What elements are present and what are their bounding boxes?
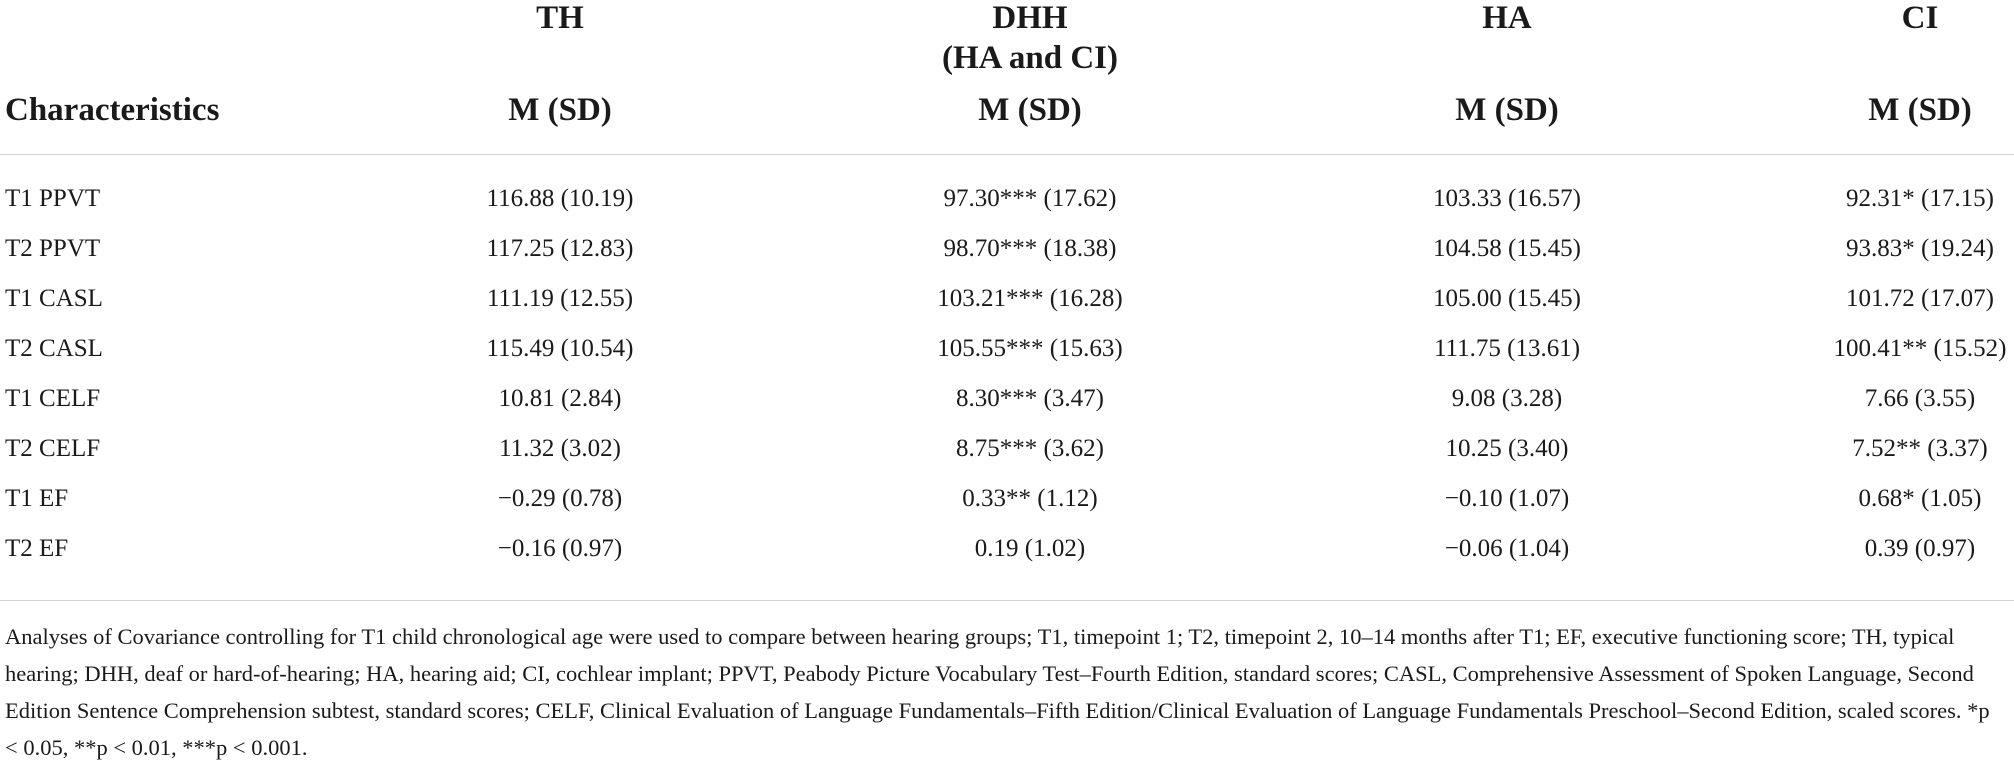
- col-header-th-label: TH: [536, 0, 584, 36]
- cell-ha: 10.25 (3.40): [1445, 435, 1569, 462]
- cell-dhh: 97.30*** (17.62): [943, 185, 1117, 212]
- cell-ci: 100.41** (15.52): [1833, 335, 2007, 362]
- table-footnote: Analyses of Covariance controlling for T1 child chronological age were used to compare between hearing groups; T1, timepoint 1; T2, timepoint 2, 10–14 months after T1; EF, executive functioning score; TH, typical hearing; DHH, deaf or hard-of-hearing; HA, hearing aid; CI, cochlear implant; PPVT, Peabody Picture Vocabulary Test–Fourth Edition, standard scores; CASL, Comprehensive Assessment of Spoken Language, Second Edition Sentence Comprehension subtest, standard scores; CELF, Clinical Evaluation of Language Fundamentals–Fifth Edition/Clinical Evaluation of Language Fundamentals Preschool–Second Edition, scaled scores. *p < 0.05, **p < 0.01, ***p < 0.001.: [5, 624, 1990, 760]
- table-row: [0, 224, 2014, 274]
- cell-ci: 0.68* (1.05): [1858, 485, 1982, 512]
- cell-ha: −0.10 (1.07): [1444, 485, 1570, 512]
- header-divider: [0, 154, 2014, 155]
- cell-dhh: 8.75*** (3.62): [956, 435, 1104, 462]
- cell-ha: 104.58 (15.45): [1433, 235, 1581, 262]
- table-row: [0, 474, 2014, 524]
- characteristics-header: Characteristics: [5, 92, 220, 128]
- col-header-ha-label: HA: [1482, 0, 1532, 36]
- col-header-dhh: [880, 0, 1180, 78]
- row-label: T1 CASL: [5, 285, 103, 312]
- row-label: T2 CASL: [5, 335, 103, 362]
- cell-th: 11.32 (3.02): [499, 435, 621, 462]
- stat-header-th: M (SD): [508, 92, 612, 128]
- col-header-dhh-sublabel: (HA and CI): [941, 40, 1119, 76]
- cell-dhh: 103.21*** (16.28): [937, 285, 1123, 312]
- cell-ha: 105.00 (15.45): [1433, 285, 1581, 312]
- col-header-th: [490, 0, 630, 38]
- cell-th: 115.49 (10.54): [486, 335, 634, 362]
- cell-ci: 7.66 (3.55): [1864, 385, 1976, 412]
- table-row: [0, 524, 2014, 574]
- stat-header-ha: M (SD): [1455, 92, 1559, 128]
- cell-th: 10.81 (2.84): [498, 385, 622, 412]
- cell-dhh: 0.19 (1.02): [974, 535, 1086, 562]
- table-bottom-divider: [0, 600, 2014, 601]
- stat-header-ci: M (SD): [1868, 92, 1972, 128]
- col-header-ci-label: CI: [1901, 0, 1939, 36]
- cell-ha: 103.33 (16.57): [1433, 185, 1581, 212]
- table-row: [0, 324, 2014, 374]
- col-header-ci: [1850, 0, 1990, 38]
- stat-header-dhh: M (SD): [978, 92, 1082, 128]
- cell-th: −0.16 (0.97): [497, 535, 623, 562]
- row-label: T1 CELF: [5, 385, 101, 412]
- cell-ci: 92.31* (17.15): [1846, 185, 1994, 212]
- cell-dhh: 0.33** (1.12): [962, 485, 1098, 512]
- cell-ha: 111.75 (13.61): [1433, 335, 1581, 362]
- cell-dhh: 105.55*** (15.63): [937, 335, 1123, 362]
- table-row: [0, 274, 2014, 324]
- cell-th: 116.88 (10.19): [486, 185, 634, 212]
- table-row: [0, 174, 2014, 224]
- row-label: T2 CELF: [5, 435, 101, 462]
- cell-dhh: 8.30*** (3.47): [956, 385, 1104, 412]
- row-label: T2 PPVT: [5, 235, 101, 262]
- row-label: T1 EF: [5, 485, 69, 512]
- cell-ci: 93.83* (19.24): [1846, 235, 1994, 262]
- row-label: T1 PPVT: [5, 185, 101, 212]
- col-header-ha: [1437, 0, 1577, 38]
- cell-ha: 9.08 (3.28): [1451, 385, 1563, 412]
- cell-ci: 0.39 (0.97): [1864, 535, 1976, 562]
- table-row: [0, 424, 2014, 474]
- cell-ci: 7.52** (3.37): [1852, 435, 1988, 462]
- cell-ha: −0.06 (1.04): [1444, 535, 1570, 562]
- cell-dhh: 98.70*** (18.38): [943, 235, 1117, 262]
- cell-th: −0.29 (0.78): [497, 485, 623, 512]
- row-label: T2 EF: [5, 535, 69, 562]
- table-row: [0, 374, 2014, 424]
- cell-ci: 101.72 (17.07): [1846, 285, 1994, 312]
- cell-th: 111.19 (12.55): [486, 285, 634, 312]
- cell-th: 117.25 (12.83): [486, 235, 634, 262]
- col-header-dhh-label: DHH: [992, 0, 1068, 36]
